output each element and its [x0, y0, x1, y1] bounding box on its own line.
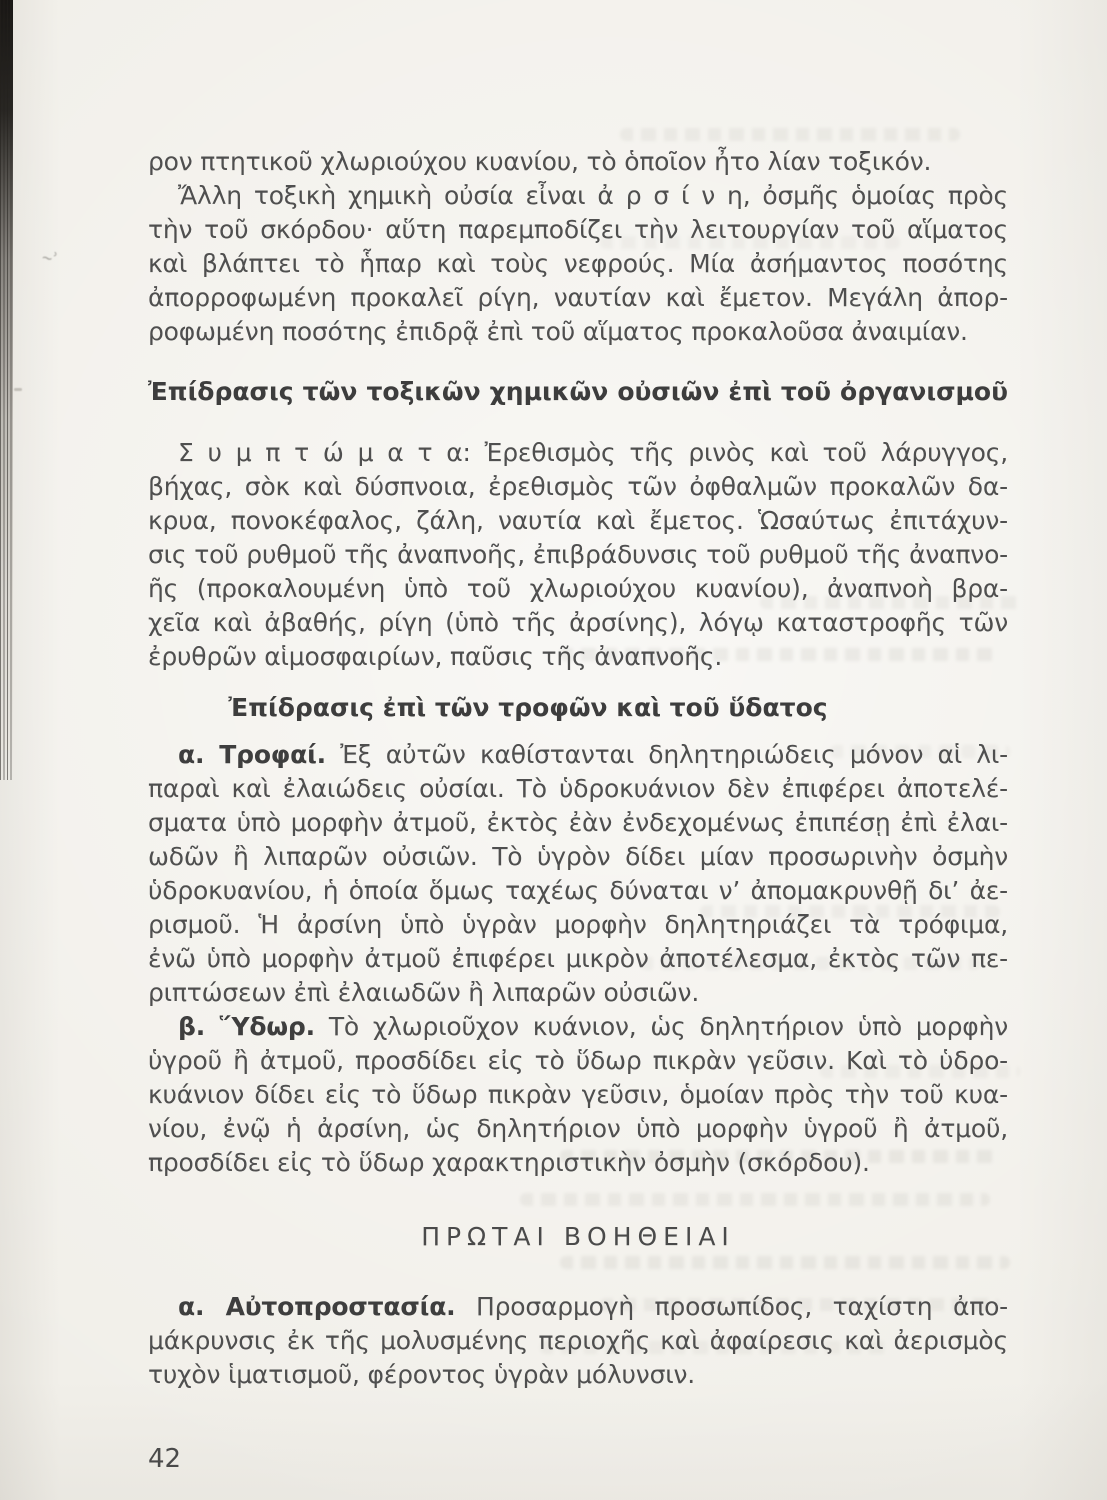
text-segment: ρισμοῦ. Ἡ ἀρσίνη ὑπὸ ὑγρὰν μορφὴν δηλητηριάζει τὰ τρόφιμα,: [148, 910, 1008, 939]
text-segment: Ἄλλη τοξικὴ χημικὴ οὐσία εἶναι ἀ ρ σ ί ν η, ὀσμῆς ὁμοίας πρὸς: [178, 181, 1008, 210]
text-line: [148, 470, 1008, 504]
text-line: [148, 436, 1008, 470]
text-line: [148, 942, 1008, 976]
text-segment: σματα ὑπὸ μορφὴν ἀτμοῦ, ἐκτὸς ἐὰν ἐνδεχομένως ἐπιπέσῃ ἐπὶ ἐλαι-: [148, 808, 1008, 837]
text-line: [148, 1010, 1008, 1044]
text-line: [148, 538, 1008, 572]
text-segment: ῆς (προκαλουμένη ὑπὸ τοῦ χλωριούχου κυανίου), ἀναπνοὴ βρα-: [148, 574, 1008, 603]
page-number: 42: [148, 1444, 182, 1474]
text-segment: ἐρυθρῶν αἱμοσφαιρίων, παῦσις τῆς ἀναπνοῆς.: [148, 642, 723, 671]
text-line: [148, 738, 1008, 772]
text-segment: νίου, ἐνῷ ἡ ἀρσίνη, ὡς δηλητήριον ὑπὸ μορφὴν ὑγροῦ ἢ ἀτμοῦ,: [148, 1114, 1008, 1143]
text-line: [148, 145, 1008, 179]
text-line: [148, 976, 1008, 1010]
text-line: [148, 572, 1008, 606]
text-segment: ὑγροῦ ἢ ἀτμοῦ, προσδίδει εἰς τὸ ὕδωρ πικρὰν γεῦσιν. Καὶ τὸ ὑδρο-: [148, 1046, 1008, 1075]
text-segment: ὑδροκυανίου, ἡ ὁποία ὅμως ταχέως δύναται ν’ ἀπομακρυνθῇ δι’ ἀε-: [148, 876, 1008, 905]
text-line: [148, 1044, 1008, 1078]
text-segment: ρον πτητικοῦ χλωριούχου κυανίου, τὸ ὁποῖον ἦτο λίαν τοξικόν.: [148, 147, 932, 176]
text-segment: κρυα, πονοκέφαλος, ζάλη, ναυτία καὶ ἔμετος. Ὡσαύτως ἐπιτάχυν-: [148, 506, 1008, 535]
text-line: [148, 1324, 1008, 1358]
text-line: [148, 1112, 1008, 1146]
text-segment: Σ υ μ π τ ώ μ α τ α: Ἐρεθισμὸς τῆς ρινὸς καὶ τοῦ λάρυγγος,: [178, 438, 1008, 467]
text-line: [148, 840, 1008, 874]
text-line: [148, 1146, 1008, 1180]
text-line: [148, 874, 1008, 908]
text-segment: κυάνιον δίδει εἰς τὸ ὕδωρ πικρὰν γεῦσιν, ὁμοίαν πρὸς τὴν τοῦ κυα-: [148, 1080, 1008, 1109]
text-segment: Τὸ χλωριοῦχον κυάνιον, ὡς δηλητήριον ὑπὸ μορφὴν: [314, 1012, 1008, 1041]
text-line: [148, 908, 1008, 942]
text-segment: σις τοῦ ρυθμοῦ τῆς ἀναπνοῆς, ἐπιβράδυνσις τοῦ ρυθμοῦ τῆς ἀναπνο-: [148, 540, 1008, 569]
text-segment: ροφωμένη ποσότης ἐπιδρᾷ ἐπὶ τοῦ αἵματος προκαλοῦσα ἀναιμίαν.: [148, 317, 968, 346]
text-segment: τυχὸν ἱματισμοῦ, φέροντος ὑγρὰν μόλυνσιν.: [148, 1360, 695, 1389]
text-segment: Προσαρμογὴ προσωπίδος, ταχίστη ἀπο-: [455, 1292, 1008, 1321]
paragraph-lead: α. Αὐτοπροστασία.: [178, 1292, 456, 1321]
margin-smudge: ̴ʾ: [49, 249, 60, 271]
text-segment: ριπτώσεων ἐπὶ ἐλαιωδῶν ἢ λιπαρῶν οὐσιῶν.: [148, 978, 700, 1007]
text-line: [148, 772, 1008, 806]
text-segment: χεῖα καὶ ἀβαθής, ρίγη (ὑπὸ τῆς ἀρσίνης), λόγῳ καταστροφῆς τῶν: [148, 608, 1008, 637]
text-line: [148, 315, 1008, 349]
section-heading: Ἐπίδρασις τῶν τοξικῶν χημικῶν οὐσιῶν ἐπὶ τοῦ ὀργανισμοῦ: [148, 377, 1008, 406]
text-line: [148, 281, 1008, 315]
text-line: [148, 504, 1008, 538]
text-segment: Ἐξ αὐτῶν καθίστανται δηλητηριώδεις μόνον αἱ λι-: [325, 740, 1008, 769]
text-line: [148, 1358, 1008, 1392]
text-segment: παραὶ καὶ ἐλαιώδεις οὐσίαι. Τὸ ὑδροκυάνιον δὲν ἐπιφέρει ἀποτελέ-: [148, 774, 1008, 803]
text-line: [148, 213, 1008, 247]
text-segment: καὶ βλάπτει τὸ ἧπαρ καὶ τοὺς νεφρούς. Μία ἀσήμαντος ποσότης: [148, 249, 1008, 278]
text-segment: ἀπορροφωμένη προκαλεῖ ρίγη, ναυτίαν καὶ ἔμετον. Μεγάλη ἀπορ-: [148, 283, 1008, 312]
text-segment: ἐνῶ ὑπὸ μορφὴν ἀτμοῦ ἐπιφέρει μικρὸν ἀποτέλεσμα, ἐκτὸς τῶν πε-: [148, 944, 1008, 973]
section-heading: Ἐπίδρασις ἐπὶ τῶν τροφῶν καὶ τοῦ ὕδατος: [228, 693, 828, 722]
text-line: [148, 247, 1008, 281]
text-segment: μάκρυνσις ἐκ τῆς μολυσμένης περιοχῆς καὶ ἀφαίρεσις καὶ ἀερισμὸς: [148, 1326, 1008, 1355]
text-line: [148, 640, 1008, 674]
text-segment: προσδίδει εἰς τὸ ὕδωρ χαρακτηριστικὴν ὀσμὴν (σκόρδου).: [148, 1148, 870, 1177]
text-line: [148, 806, 1008, 840]
paragraph-lead: α. Τροφαί.: [178, 740, 326, 769]
section-title-first-aid: ΠΡΩΤΑΙ ΒΟΗΘΕΙΑΙ: [421, 1222, 735, 1251]
text-segment: τὴν τοῦ σκόρδου· αὕτη παρεμποδίζει τὴν λειτουργίαν τοῦ αἵματος: [148, 215, 1008, 244]
text-line: [148, 179, 1008, 213]
text-line: [148, 1078, 1008, 1112]
text-line: [148, 1290, 1008, 1324]
text-line: [148, 606, 1008, 640]
paragraph-lead: β. Ὕδωρ.: [178, 1012, 315, 1041]
text-segment: βήχας, σὸκ καὶ δύσπνοια, ἐρεθισμὸς τῶν ὀφθαλμῶν προκαλῶν δα-: [148, 472, 1008, 501]
text-segment: ωδῶν ἢ λιπαρῶν οὐσιῶν. Τὸ ὑγρὸν δίδει μίαν προσωρινὴν ὀσμὴν: [148, 842, 1008, 871]
